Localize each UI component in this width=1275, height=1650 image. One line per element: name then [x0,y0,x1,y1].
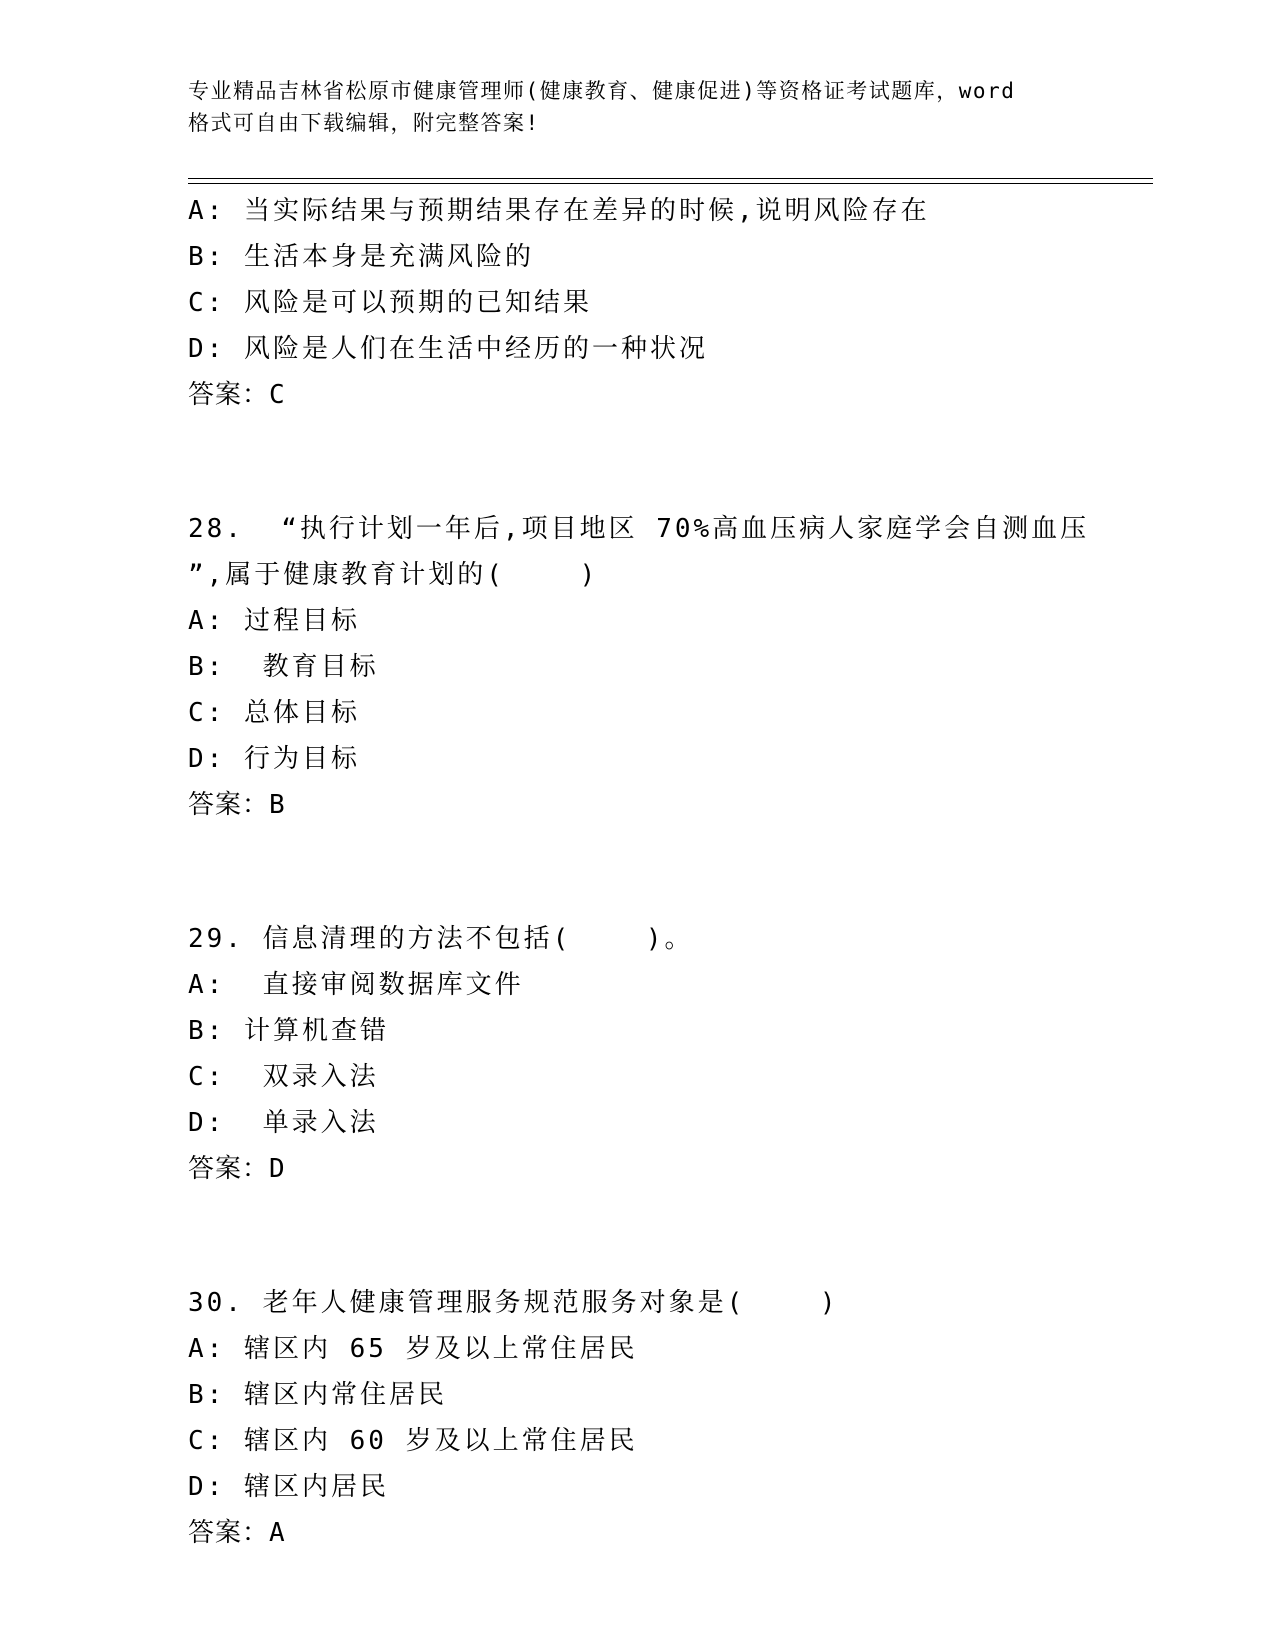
option-a: A: 过程目标 [188,606,360,636]
option-b: B: 生活本身是充满风险的 [188,242,534,272]
option-b: B: 计算机查错 [188,1016,389,1046]
spacer [188,1192,1148,1280]
answer: 答案：D [188,1154,286,1184]
question-stem: 29. 信息清理的方法不包括( )。 [188,924,694,954]
question-list [188,188,1148,1556]
question-block-28 [188,506,1148,828]
option-c: C: 风险是可以预期的已知结果 [188,288,592,318]
spacer [188,418,1148,506]
option-a: A: 直接审阅数据库文件 [188,970,524,1000]
option-c: C: 辖区内 60 岁及以上常住居民 [188,1426,638,1456]
answer: 答案：C [188,380,286,410]
option-d: D: 风险是人们在生活中经历的一种状况 [188,334,708,364]
spacer [188,828,1148,916]
option-d: D: 行为目标 [188,744,360,774]
question-stem: 30. 老年人健康管理服务规范服务对象是( ) [188,1288,839,1318]
option-d: D: 单录入法 [188,1108,379,1138]
answer: 答案：A [188,1518,286,1548]
question-block-27 [188,188,1148,418]
question-block-29 [188,916,1148,1192]
question-block-30 [188,1280,1148,1556]
question-stem-line-2: ”,属于健康教育计划的( ) [188,560,599,590]
option-c: C: 双录入法 [188,1062,379,1092]
header-line-1: 专业精品吉林省松原市健康管理师(健康教育、健康促进)等资格证考试题库，word [188,79,1016,103]
option-b: B: 教育目标 [188,652,379,682]
document-header [188,75,1088,139]
option-a: A: 辖区内 65 岁及以上常住居民 [188,1334,638,1364]
header-line-2: 格式可自由下载编辑，附完整答案! [188,111,540,135]
header-divider-top [188,178,1153,179]
option-c: C: 总体目标 [188,698,360,728]
option-a: A: 当实际结果与预期结果存在差异的时候,说明风险存在 [188,196,930,226]
option-b: B: 辖区内常住居民 [188,1380,447,1410]
question-stem-line-1: 28. “执行计划一年后,项目地区 70%高血压病人家庭学会自测血压 [188,514,1090,544]
option-d: D: 辖区内居民 [188,1472,389,1502]
answer: 答案：B [188,790,286,820]
header-divider-bottom [188,183,1153,184]
